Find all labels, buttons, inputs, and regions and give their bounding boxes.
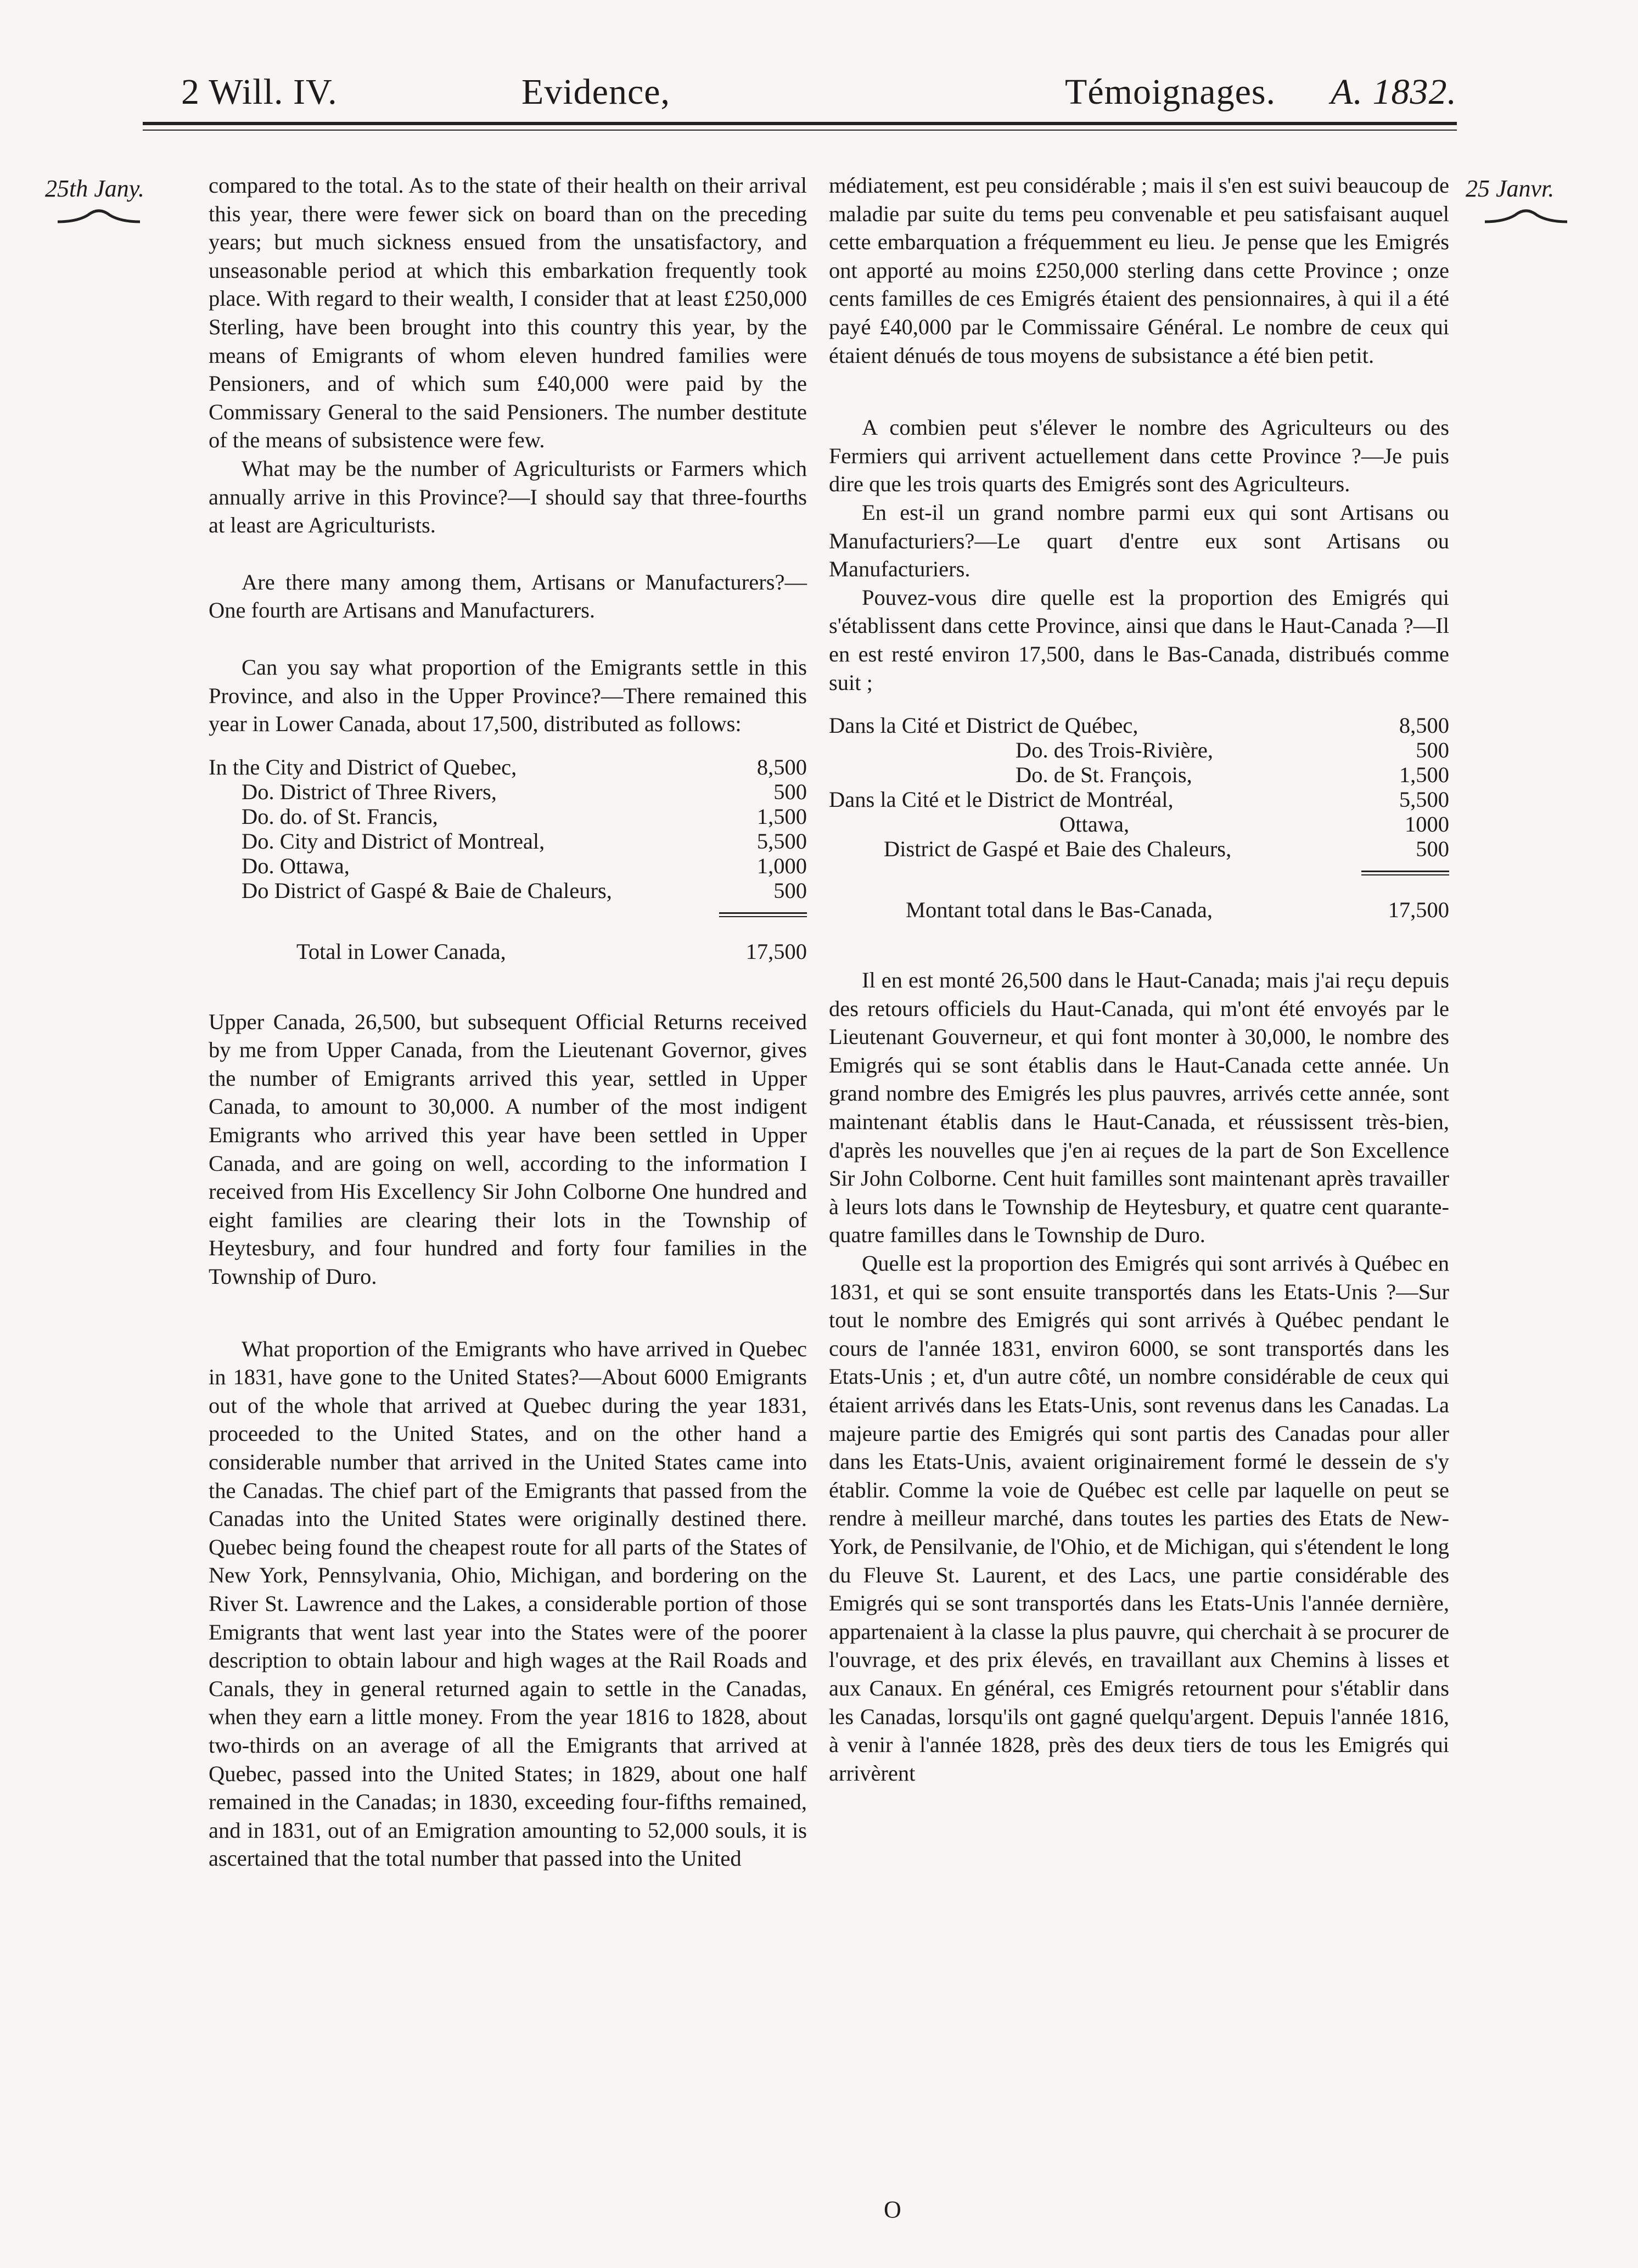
english-paragraph-agriculturists: What may be the number of Agriculturists or Farmers which annually arrive in this Province?—I should say that three-fourths at least are Agriculturists. [209, 456, 807, 538]
table-row: Do District of Gaspé & Baie de Chaleurs, 500 [242, 878, 807, 903]
table-row: Dans la Cité et le District de Montréal, 5,500 [829, 787, 1449, 812]
swash-ornament-right [1482, 204, 1570, 226]
english-distribution-table [209, 755, 807, 964]
french-paragraph-agriculteurs: A combien peut s'élever le nombre des Agriculteurs ou des Fermiers qui arrivent actuellement dans cette Province ?—Je puis dire que les trois quarts des Emigrés sont des Agriculteurs. [829, 415, 1449, 497]
english-paragraph-united-states: What proportion of the Emigrants who have arrived in Quebec in 1831, have gone to the United States?—About 6000 Emigrants out of the whole that arrived at Quebec during the year 1831, proceeded to the United States, and on the other hand a considerable number that arrived in the United States came into the Canadas. The chief part of the Emigrants that passed from the Canadas into the United States were originally destined there. Quebec being found the cheapest route for all parts of the States of New York, Pennsylvania, Ohio, Michigan, and bordering on the River St. Lawrence and the Lakes, a considerable portion of those Emigrants that went last year into the States were of the poorer description to obtain labour and high wages at the Rail Roads and Canals, they in general returned again to settle in the Canadas, when they earn a little money. From the year 1816 to 1828, about two-thirds on an average of all the Emigrants that arrived at Quebec, passed into the United States; in 1829, about one half remained in the Canadas; in 1830, exceeding four-fifths remained, and in 1831, out of an Emigration amounting to 52,000 souls, it is ascertained that the total number that passed into the United [209, 1336, 807, 1871]
english-column [209, 171, 807, 1873]
header-session: 2 Will. IV. [181, 72, 338, 112]
french-paragraph-proportion: Pouvez-vous dire quelle est la proportion des Emigrés qui s'établissent dans cette Province, ainsi que dans le Haut-Canada ?—Il en est resté environ 17,500, dans le Bas-Canada, distribués comme suit ; [829, 585, 1449, 695]
header-rule-thin [143, 130, 1457, 131]
english-paragraph-artisans: Are there many among them, Artisans or Manufacturers?—One fourth are Artisans and Manufacturers. [209, 569, 807, 623]
table-row: Do. do. of St. Francis, 1,500 [242, 804, 807, 829]
header-rule-thick [143, 122, 1457, 125]
table-row: Ottawa, 1000 [1059, 812, 1449, 837]
signature-mark: O [884, 2196, 901, 2223]
french-paragraph-sante: médiatement, est peu considérable ; mais il s'en est suivi beaucoup de maladie par suite du tems peu convenable et peu satisfaisant auquel cette embarquation a fréquemment eu lieu. Je pense que les Emigrés ont apporté au moins £250,000 sterling dans cette Province ; onze cents familles de ces Emigrés étaient des pensionnaires, à qui il a été payé £40,000 par le Commissaire Général. Le nombre de ceux qui étaient dénués de tous moyens de subsistance a été bien petit. [829, 173, 1449, 368]
swash-ornament-left [55, 204, 143, 226]
french-column [829, 171, 1449, 1787]
english-paragraph-proportion: Can you say what proportion of the Emigrants settle in this Province, and also in the Upper Province?—There remained this year in Lower Canada, about 17,500, distributed as follows: [209, 654, 807, 737]
french-paragraph-etats-unis: Quelle est la proportion des Emigrés qui sont arrivés à Québec en 1831, et qui se sont ensuite transportés dans les Etats-Unis ?—Sur tout le nombre des Emigrés qui sont arrivés à Québec pendant le cours de l'année 1831, environ 6000, se sont transportés dans les Etats-Unis ; et, d'un autre côté, un nombre considérable de ceux qui étaient arrivés dans les Etats-Unis, sont revenus dans les Canadas. La majeure partie des Emigrés qui sont partis des Canadas pour aller dans les Etats-Unis, avaient originairement formé le dessein de s'y établir. Comme la voie de Québec est celle par laquelle on peut se rendre à meilleur marché, dans toutes les parties des Etats de New-York, de Pensilvanie, de l'Ohio, et de Michigan, qui s'étendent le long du Fleuve St. Laurent, et des Lacs, une partie considérable des Emigrés qui se sont transportés dans les Etats-Unis l'année dernière, appartenaient à la classe la plus pauvre, qui cherchait à se procurer de l'ouvrage, et des prix élevés, en travaillant aux Chemins à lisses et aux Canaux. En général, ces Emigrés retournent pour s'établir dans les Canadas, lorsqu'ils ont gagné quelqu'argent. Depuis l'année 1816, à venir à l'année 1828, près des deux tiers de tous les Emigrés qui arrivèrent [829, 1251, 1449, 1786]
french-distribution-table [829, 713, 1449, 922]
table-row: In the City and District of Quebec, 8,500 [209, 754, 807, 779]
margin-date-left: 25th Jany. [45, 175, 144, 202]
english-paragraph-health: compared to the total. As to the state of their health on their arrival this year, there were fewer sick on board than on the preceding years; but much sickness ensued from the unsatisfactory, and unseasonable period at which this embarkation frequently took place. With regard to their wealth, I consider that at least £250,000 Sterling, have been brought into this country this year, by the means of Emigrants of whom eleven hundred families were Pensioners, and of which sum £40,000 were paid by the Commissary General to the said Pensioners. The number destitute of the means of subsistence were few. [209, 173, 807, 453]
header-evidence: Evidence, [521, 72, 671, 112]
table-row: District de Gaspé et Baie des Chaleurs, 500 [884, 837, 1449, 862]
english-paragraph-upper-canada: Upper Canada, 26,500, but subsequent Official Returns received by me from Upper Canada, from the Lieutenant Governor, gives the number of Emigrants arrived this year, settled in Upper Canada, to amount to 30,000. A number of the most indigent Emigrants who arrived this year have been settled in Upper Canada, and are going on well, according to the information I received from His Excellency Sir John Colborne One hundred and eight families are clearing their lots in the Township of Heytesbury, and four hundred and forty four families in the Township of Duro. [209, 1009, 807, 1289]
table-row: Do. District of Three Rivers, 500 [242, 779, 807, 804]
table-row-total: Total in Lower Canada, 17,500 [296, 939, 807, 964]
header-temoignages: Témoignages. [1065, 72, 1276, 112]
running-header [181, 66, 1457, 126]
table-row: Dans la Cité et District de Québec, 8,500 [829, 713, 1449, 738]
table-row: Do. des Trois-Rivière, 500 [1016, 738, 1449, 763]
header-year: A. 1832. [1331, 72, 1457, 112]
table-row-total: Montant total dans le Bas-Canada, 17,500 [906, 897, 1449, 923]
table-row: Do. de St. François, 1,500 [1016, 762, 1449, 788]
french-paragraph-artisans: En est-il un grand nombre parmi eux qui sont Artisans ou Manufacturiers?—Le quart d'entre eux sont Artisans ou Manufacturiers. [829, 499, 1449, 582]
french-paragraph-haut-canada: Il en est monté 26,500 dans le Haut-Canada; mais j'ai reçu depuis des retours officiels du Haut-Canada, qui m'ont été envoyés par le Lieutenant Gouverneur, et qui font monter à 30,000, le nombre des Emigrés qui se sont établis dans le Haut-Canada cette année. Un grand nombre des Emigrés les plus pauvres, arrivés cette année, sont maintenant établis dans le Haut-Canada, et réussissent très-bien, d'après les nouvelles que j'en ai reçues de la part de Son Excellence Sir John Colborne. Cent huit familles sont maintenant après travailler à leurs lots dans le Township de Heytesbury, et quatre cent quarante-quatre familles dans le Township de Duro. [829, 968, 1449, 1248]
table-row: Do. Ottawa, 1,000 [242, 853, 807, 878]
margin-date-right: 25 Janvr. [1466, 175, 1555, 202]
table-row: Do. City and District of Montreal, 5,500 [242, 828, 807, 854]
